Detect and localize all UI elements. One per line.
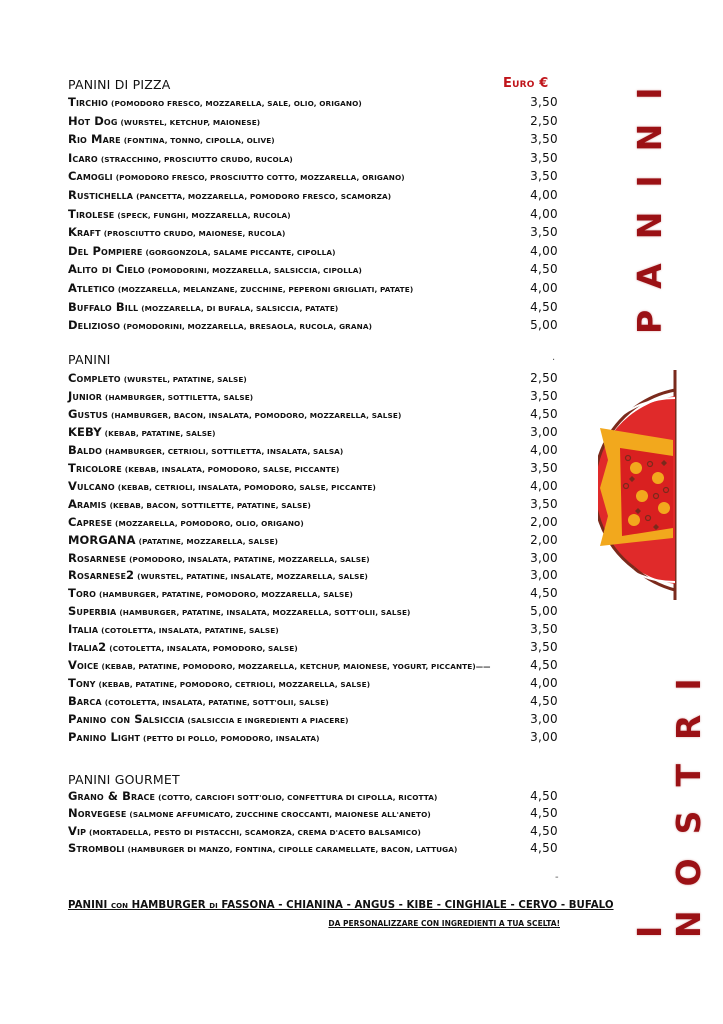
item-name: Tony [68,676,96,691]
item-name: KEBY [68,424,102,439]
item-ingredients: (KEBAB, PATATINE, SALSE) [104,428,216,438]
item-price: 5,00 [530,318,558,333]
menu-item [68,443,560,461]
item-name: Delizioso [68,318,121,333]
item-price: 3,50 [530,132,558,147]
menu-item [68,461,560,479]
item-name: Italia2 [68,640,107,655]
item-ingredients: (SALMONE AFFUMICATO, ZUCCHINE CROCCANTI, MAIONESE ALL'ANETO) [129,810,431,820]
menu-item [68,188,560,206]
item-ingredients: (FONTINA, TONNO, CIPOLLA, OLIVE) [123,136,275,146]
item-price: 3,50 [530,150,558,165]
menu-item [68,676,560,694]
item-name: Baldo [68,442,102,457]
item-name: Grano & Brace [68,789,156,803]
item-name: Rosarnese [68,550,127,565]
item-ingredients: (HAMBURGER DI MANZO, FONTINA, CIPOLLE CARAMELLATE, BACON, LATTUGA) [127,844,458,854]
menu-item [68,479,560,497]
menu-item [68,262,560,280]
item-name: Rustichella [68,188,134,202]
item-price: 4,50 [530,806,558,821]
item-name: Norvegese [68,806,127,821]
item-price: 3,00 [530,712,558,727]
price-column-header: Euro € [503,76,549,91]
item-ingredients: (COTTO, CARCIOFI SOTT'OLIO, CONFETTURA DI CIPOLLA, RICOTTA) [158,793,438,802]
item-price: 3,50 [530,622,558,637]
menu-item [68,694,560,712]
item-price: 5,00 [530,604,558,619]
item-ingredients: (KEBAB, PATATINE, POMODORO, MOZZARELLA, KETCHUP, MAIONESE, YOGURT, PICCANTE)—— [101,662,491,672]
menu-item [68,281,560,299]
item-price: 4,00 [530,206,558,221]
menu-item [68,132,560,150]
menu-item [68,841,560,859]
item-ingredients: (COTOLETTA, INSALATA, POMODORO, SALSE) [109,644,298,654]
menu-item [68,515,560,533]
menu-item [68,425,560,443]
item-name: Completo [68,371,121,385]
section-title-panini-gourmet: PANINI GOURMET [68,772,180,787]
item-price: 3,50 [530,388,558,403]
item-price: 4,50 [530,262,558,277]
item-price: 3,00 [530,550,558,565]
menu-item [68,568,560,586]
item-price: 3,50 [530,640,558,655]
item-name: Rosarnese2 [68,568,135,583]
item-ingredients: (HAMBURGER, PATATINE, POMODORO, MOZZARELLA, SALSE) [99,590,353,600]
item-name: Tricolore [68,460,122,475]
item-price: 4,00 [530,281,558,295]
item-name: Buffalo Bill [68,299,139,314]
item-name: Hot Dog [68,113,118,128]
item-ingredients: (PATATINE, MOZZARELLA, SALSE) [138,536,279,546]
item-price: 4,50 [530,694,558,709]
item-name: Rio Mare [68,132,121,147]
menu-item [68,151,560,169]
menu-item [68,389,560,407]
item-price: 3,50 [530,225,558,240]
item-ingredients: (PETTO DI POLLO, POMODORO, INSALATA) [143,734,320,743]
item-price: 2,50 [530,371,558,385]
item-ingredients: (PANCETTA, MOZZARELLA, POMODORO FRESCO, SCAMORZA) [136,192,392,201]
menu-item [68,169,560,187]
item-name: Icaro [68,150,98,165]
item-ingredients: (POMODORO, INSALATA, PATATINE, MOZZARELLA, SALSE) [129,554,370,564]
menu-item [68,730,560,748]
item-name: Panino Light [68,730,141,744]
item-price: 4,50 [530,658,558,673]
item-price: 4,50 [530,840,558,855]
item-price: 3,00 [530,424,558,439]
decorative-dot: - [555,872,559,883]
item-ingredients: (MOZZARELLA, DI BUFALA, SALSICCIA, PATATE) [141,303,339,313]
item-ingredients: (KEBAB, CETRIOLI, INSALATA, POMODORO, SALSE, PICCANTE) [117,482,376,492]
menu-item [68,300,560,318]
item-price: 4,00 [530,188,558,202]
item-price: 2,50 [530,113,558,128]
item-ingredients: (POMODORO FRESCO, MOZZARELLA, SALE, OLIO, ORIGANO) [111,99,362,108]
section-marker: . [552,352,556,363]
menu-item [68,604,560,622]
item-name: Voice [68,658,99,673]
item-name: Del Pompiere [68,243,143,258]
menu-item [68,318,560,336]
item-price: 4,00 [530,676,558,691]
item-ingredients: (WURSTEL, PATATINE, INSALATE, MOZZARELLA, SALSE) [137,572,368,582]
item-name: Vulcano [68,478,115,493]
section-title-panini: PANINI [68,352,111,367]
item-name: Stromboli [68,840,125,855]
item-name: Atletico [68,281,115,295]
item-ingredients: (POMODORO FRESCO, PROSCIUTTO COTTO, MOZZARELLA, ORIGANO) [115,173,405,183]
item-price: 4,50 [530,299,558,314]
item-name: MORGANA [68,532,136,547]
item-name: Aramis [68,496,107,511]
item-price: 4,00 [530,243,558,258]
item-name: Toro [68,586,97,601]
item-name: Barca [68,694,102,709]
item-price: 4,50 [530,406,558,421]
menu-item [68,244,560,262]
menu-item [68,789,560,807]
item-name: Tirolese [68,206,115,221]
item-ingredients: (HAMBURGER, SOTTILETTA, SALSE) [105,392,254,402]
item-price: 2,00 [530,532,558,547]
menu-item [68,407,560,425]
item-ingredients: (GORGONZOLA, SALAME PICCANTE, CIPOLLA) [145,247,336,257]
item-ingredients: (HAMBURGER, PATATINE, INSALATA, MOZZARELLA, SOTT'OLII, SALSE) [119,608,411,618]
menu-item [68,658,560,676]
item-name: Kraft [68,225,101,240]
item-price: 3,50 [530,95,558,109]
item-ingredients: (HAMBURGER, BACON, INSALATA, POMODORO, MOZZARELLA, SALSE) [111,410,402,420]
item-price: 4,50 [530,823,558,838]
item-ingredients: (MORTADELLA, PESTO DI PISTACCHI, SCAMORZA, CREMA D'ACETO BALSAMICO) [89,827,421,837]
footer-customize-note: DA PERSONALIZZARE CON INGREDIENTI A TUA SCELTA! [328,919,560,928]
item-price: 3,50 [530,460,558,475]
menu-item [68,533,560,551]
item-price: 3,00 [530,730,558,744]
item-ingredients: (SALSICCIA E INGREDIENTI A PIACERE) [187,716,349,726]
menu-item [68,207,560,225]
menu-item [68,712,560,730]
item-ingredients: (PROSCIUTTO CRUDO, MAIONESE, RUCOLA) [103,229,286,239]
menu-item [68,114,560,132]
item-name: Junior [68,388,103,403]
item-ingredients: (WURSTEL, KETCHUP, MAIONESE) [120,117,261,127]
item-ingredients: (MOZZARELLA, POMODORO, OLIO, ORIGANO) [115,518,304,528]
menu-item [68,225,560,243]
item-price: 4,00 [530,442,558,457]
item-ingredients: (WURSTEL, PATATINE, SALSE) [123,375,247,384]
item-price: 3,50 [530,169,558,184]
item-name: Tirchio [68,95,109,109]
item-price: 4,00 [530,478,558,493]
item-ingredients: (KEBAB, PATATINE, POMODORO, CETRIOLI, MOZZARELLA, SALSE) [98,680,371,690]
item-ingredients: (KEBAB, BACON, SOTTILETTE, PATATINE, SALSE) [109,500,311,510]
item-ingredients: (POMODORINI, MOZZARELLA, SALSICCIA, CIPOLLA) [147,266,362,276]
menu-item [68,371,560,389]
side-title-i-nostri: I NOSTRI [630,654,708,938]
item-price: 4,50 [530,789,558,803]
menu-item [68,586,560,604]
item-name: Alito di Cielo [68,262,145,277]
menu-item [68,824,560,842]
item-name: Gustus [68,406,109,421]
side-title-panini: PANINI [630,63,669,334]
item-price: 4,50 [530,586,558,601]
item-ingredients: (SPECK, FUNGHI, MOZZARELLA, RUCOLA) [117,210,291,220]
item-ingredients: (COTOLETTA, INSALATA, PATATINE, SALSE) [101,626,279,636]
menu-item [68,622,560,640]
item-name: Vip [68,823,87,838]
pizza-slice-icon [598,368,684,602]
item-ingredients: (COTOLETTA, INSALATA, PATATINE, SOTT'OLII, SALSE) [104,698,329,708]
item-ingredients: (POMODORINI, MOZZARELLA, BRESAOLA, RUCOLA, GRANA) [123,322,373,332]
item-name: Superbia [68,604,117,619]
item-price: 3,50 [530,496,558,511]
item-ingredients: (HAMBURGER, CETRIOLI, SOTTILETTA, INSALATA, SALSA) [105,446,344,456]
item-ingredients: (MOZZARELLA, MELANZANE, ZUCCHINE, PEPERONI GRIGLIATI, PATATE) [117,285,414,294]
item-ingredients: (STRACCHINO, PROSCIUTTO CRUDO, RUCOLA) [100,154,293,164]
item-name: Camogli [68,169,113,184]
menu-item [68,497,560,515]
menu-item [68,806,560,824]
footer-hamburger-note: PANINI con HAMBURGER di FASSONA - CHIANINA - ANGUS - KIBE - CINGHIALE - CERVO - BUFALO [68,900,614,911]
menu-item [68,95,560,113]
item-price: 3,00 [530,568,558,583]
menu-item [68,551,560,569]
menu-item [68,640,560,658]
item-name: Italia [68,622,99,637]
item-price: 2,00 [530,514,558,529]
item-ingredients: (KEBAB, INSALATA, POMODORO, SALSE, PICCANTE) [124,464,340,474]
item-name: Panino con Salsiccia [68,712,185,727]
section-title-panini-di-pizza: PANINI DI PIZZA [68,77,171,92]
item-name: Caprese [68,514,113,529]
